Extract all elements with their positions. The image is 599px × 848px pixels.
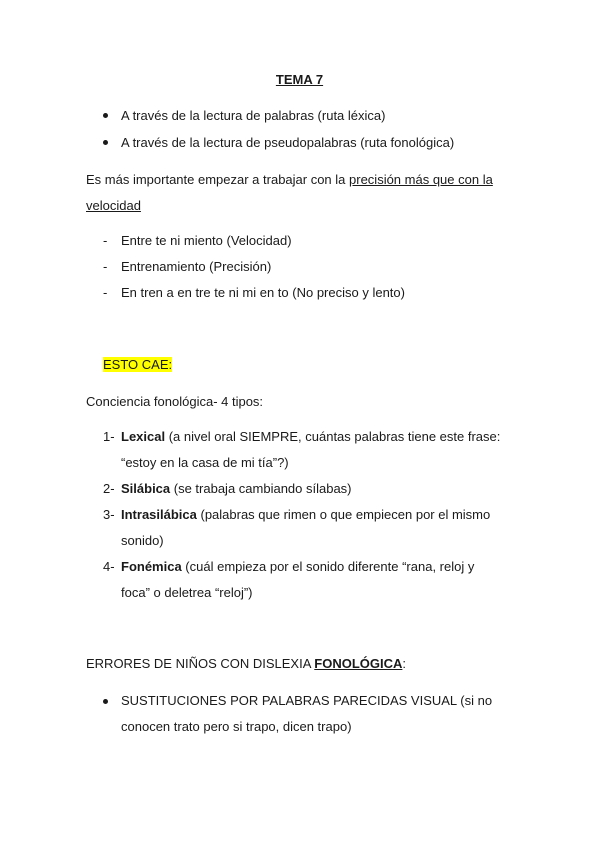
numbered-item [103,424,523,470]
item-number: 2- [103,481,115,496]
bullet-text [121,688,523,740]
item-desc: (palabras que rimen o que empiecen por el mismo [196,507,491,522]
paragraph-text: Es más importante empezar a trabajar con la [86,172,350,187]
page-title: TEMA 7 [275,72,324,87]
dash-text: Entre te ni miento (Velocidad) [121,233,292,248]
item-number: 3- [103,507,115,522]
item-text [121,554,521,606]
dash-marker: - [103,233,108,248]
list-item [103,688,523,740]
bullet-icon [103,113,108,118]
errores-heading [86,656,406,671]
precision-paragraph [86,167,526,219]
list-item [103,233,292,248]
dash-text: En tren a en tre te ni mi en to (No preciso y lento) [121,285,405,300]
bullet-text: A través de la lectura de palabras (ruta léxica) [121,108,386,123]
dash-marker: - [103,285,108,300]
item-desc: (a nivel oral SIEMPRE, cuántas palabras tiene este frase: [165,429,501,444]
item-text [121,502,521,554]
highlighted-text: ESTO CAE: [103,357,173,372]
underlined-text: precisión más que con la [349,172,493,187]
item-term: Silábica [121,481,171,496]
dash-text: Entrenamiento (Precisión) [121,259,272,274]
emphasized-text: FONOLÓGICA [314,656,403,671]
list-item [103,285,405,300]
item-term: Fonémica [121,559,182,574]
bullet-line: conocen trato pero si trapo, dicen trapo) [121,719,352,734]
item-number: 1- [103,429,115,444]
heading-text: : [402,656,407,671]
section-heading: Conciencia fonológica- 4 tipos: [86,394,264,409]
underlined-text: velocidad [86,198,141,213]
list-item [103,259,271,274]
item-desc: (cuál empieza por el sonido diferente “rana, reloj y [181,559,475,574]
bullet-line: SUSTITUCIONES POR PALABRAS PARECIDAS VISUAL (si no [121,693,493,708]
heading-text: ERRORES DE NIÑOS CON DISLEXIA [86,656,315,671]
bullet-icon [103,699,108,704]
bullet-icon [103,140,108,145]
item-desc: “estoy en la casa de mi tía”?) [121,455,289,470]
bullet-text: A través de la lectura de pseudopalabras (ruta fonológica) [121,135,455,150]
numbered-item [103,502,523,548]
dash-marker: - [103,259,108,274]
item-desc: foca” o deletrea “reloj”) [121,585,253,600]
item-desc: sonido) [121,533,164,548]
numbered-item [103,554,523,600]
item-term: Lexical [121,429,166,444]
list-item [103,135,454,150]
item-text [121,424,521,476]
item-desc: (se trabaja cambiando sílabas) [170,481,352,496]
item-number: 4- [103,559,115,574]
item-term: Intrasilábica [121,507,197,522]
item-text [121,476,521,502]
highlight-note [103,357,172,372]
list-item [103,108,385,123]
numbered-item [103,476,523,502]
